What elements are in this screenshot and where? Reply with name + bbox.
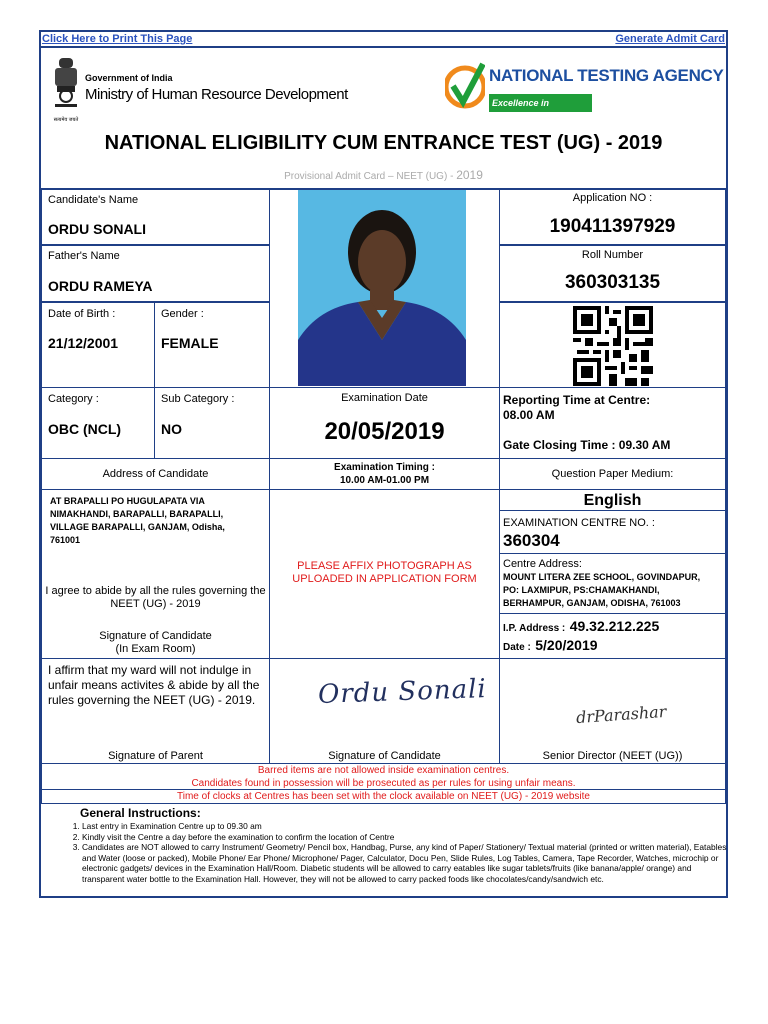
centre-no-value: 360304: [503, 531, 560, 550]
dob-label: Date of Birth :: [48, 308, 116, 320]
centre-no-label: EXAMINATION CENTRE NO. :: [503, 517, 655, 529]
date2-value: 5/20/2019: [535, 637, 598, 653]
candidate-photo: [298, 190, 466, 386]
exam-title: NATIONAL ELIGIBILITY CUM ENTRANCE TEST (UG) - 2019: [104, 132, 663, 154]
address-block: [41, 489, 270, 659]
nta-tagline: Excellence in Assessment: [489, 94, 592, 112]
clock-notice-box: [41, 789, 726, 804]
generate-admit-card-link[interactable]: Generate Admit Card: [615, 33, 725, 45]
ip-label: I.P. Address :: [503, 623, 566, 634]
ip-value: 49.32.212.225: [569, 618, 660, 634]
date-row: [503, 637, 598, 655]
centre-address-value: MOUNT LITERA ZEE SCHOOL, GOVINDAPUR, PO: LAXMIPUR, PS:CHAMAKHANDI, BERHAMPUR, GANJAM, ODISHA, 761003: [503, 572, 701, 608]
father-label: Father's Name: [48, 250, 120, 262]
govt-emblem-icon: [51, 56, 81, 123]
notice-line-3: Time of clocks at Centres has been set with the clock available on NEET (UG) - 2019 website: [177, 791, 590, 802]
candidate-signature-image: Ordu Sonali: [317, 674, 488, 710]
govt-line1: Government of India: [85, 73, 173, 83]
instruction-item: 2. Kindly visit the Centre a day before the examination to confirm the location of Centre: [82, 832, 734, 843]
in-exam-room-label: (In Exam Room): [115, 643, 196, 655]
application-label: Application NO :: [572, 192, 653, 204]
nta-name: NATIONAL TESTING AGENCY: [489, 66, 724, 85]
name-cell: [41, 188, 270, 245]
category-value: OBC (NCL): [48, 421, 122, 437]
affix-photo-text: PLEASE AFFIX PHOTOGRAPH AS UPLOADED IN APPLICATION FORM: [292, 560, 477, 585]
notice-line-2: Candidates found in possession will be prosecuted as per rules for using unfair means.: [191, 778, 576, 789]
gender-value: FEMALE: [161, 335, 219, 351]
date2-label: Date :: [503, 642, 531, 653]
roll-label: Roll Number: [581, 249, 644, 261]
instructions-section: [41, 804, 726, 896]
category-cell: [41, 387, 155, 459]
address-label-cell: [41, 458, 270, 490]
signature-candidate-label: Signature of Candidate: [328, 750, 441, 762]
reporting-label: Reporting Time at Centre:: [503, 393, 651, 407]
subtitle-text: Provisional Admit Card – NEET (UG) -: [284, 171, 457, 182]
gate-closing-time: Gate Closing Time : 09.30 AM: [503, 438, 671, 452]
timing-value: 10.00 AM-01.00 PM: [339, 475, 430, 486]
instructions-list: [71, 821, 734, 885]
instructions-title: General Instructions:: [80, 806, 201, 820]
notice-box: [41, 763, 726, 790]
timing-cell: [269, 458, 500, 490]
instruction-item: 3. Candidates are NOT allowed to carry Instrument/ Geometry/ Pencil box, Handbag, Purse, any kind of Paper/ Stationery/ Textual material (printed or written material), Eatables and Water (loose or packed), Mobile Phone/ Ear Phone/ Microphone/ Pager, Calculator, Docu Pen, Slide Rules, Log Tables, Camera, Tape Recorder, Watches, microchip or electronic gadgets/ devices in the Examination Hall/Room. Diabetic students will be allowed to carry eatables like sugar tablets/fruits (like banana/apple/ orange) and transparent water bottle to the Examination Hall. However, they will not be allowed to carry packed foods like chocolates/candy/sandwich etc.: [82, 842, 734, 884]
candidate-name: ORDU SONALI: [48, 221, 146, 237]
signature-parent-label: Signature of Parent: [108, 750, 203, 762]
dob-cell: [41, 302, 155, 388]
signature-director-label: Senior Director (NEET (UG)): [542, 750, 683, 762]
affix-photo-cell: [269, 489, 500, 659]
roll-cell: [499, 245, 726, 302]
director-signature-image: drParashar: [575, 701, 667, 728]
timing-label: Examination Timing :: [334, 462, 435, 473]
print-page-link[interactable]: Click Here to Print This Page: [42, 33, 193, 45]
category-label: Category :: [48, 393, 99, 405]
father-cell: [41, 245, 270, 302]
subcategory-label: Sub Category :: [161, 393, 235, 405]
reporting-cell: [499, 387, 726, 459]
qr-cell: [499, 302, 726, 388]
gender-cell: [154, 302, 270, 388]
medium-value: English: [583, 492, 642, 509]
address-value: AT BRAPALLI PO HUGULAPATA VIA NIMAKHANDI, BARAPALLI, BARAPALLI, VILLAGE BARAPALLI, GANJAM, Odisha, 761001: [50, 496, 225, 545]
reporting-time: 08.00 AM: [503, 408, 555, 422]
medium-label-cell: [499, 458, 726, 490]
affirm-text: I affirm that my ward will not indulge in unfair means activites & abide by all the rules governing the NEET (UG) - 2019.: [48, 663, 260, 707]
ip-cell: [499, 613, 726, 659]
govt-line2: Ministry of Human Resource Development: [85, 86, 348, 103]
centre-address-label: Centre Address:: [503, 558, 582, 570]
govt-motto: सत्यमेव जयते: [53, 117, 79, 123]
application-cell: [499, 188, 726, 245]
exam-date-label: Examination Date: [341, 392, 428, 404]
exam-date-value: 20/05/2019: [324, 418, 445, 445]
ip-row: [503, 618, 659, 636]
nta-logo-icon: [445, 52, 485, 122]
name-label: Candidate's Name: [48, 194, 139, 206]
application-number: 190411397929: [549, 216, 676, 237]
top-links-bar: [41, 32, 726, 48]
subcategory-value: NO: [161, 421, 182, 437]
agree-text: I agree to abide by all the rules governing the NEET (UG) - 2019: [45, 585, 266, 610]
photo-cell: [269, 188, 500, 388]
address-label: Address of Candidate: [102, 468, 209, 480]
instruction-item: 1. Last entry in Examination Centre up to 09.30 am: [82, 821, 734, 832]
dob-value: 21/12/2001: [48, 335, 119, 351]
director-sig-cell: [499, 658, 726, 764]
admit-card: [39, 30, 728, 898]
centre-no-cell: [499, 510, 726, 554]
notice-line-1: Barred items are not allowed inside examination centres.: [257, 765, 510, 776]
qr-code-icon: [573, 306, 653, 386]
exam-date-cell: [269, 387, 500, 459]
roll-number: 360303135: [564, 272, 661, 293]
subcategory-cell: [154, 387, 270, 459]
subtitle-year: 2019: [456, 168, 483, 182]
medium-value-cell: [499, 489, 726, 511]
gender-label: Gender :: [161, 308, 204, 320]
father-name: ORDU RAMEYA: [48, 278, 153, 294]
centre-address-cell: [499, 553, 726, 614]
signature-candidate-exam-label: Signature of Candidate: [99, 630, 212, 642]
parent-sig-cell: [41, 658, 270, 764]
candidate-sig-cell: [269, 658, 500, 764]
medium-label: Question Paper Medium:: [551, 468, 674, 480]
provisional-subtitle: [41, 168, 726, 182]
